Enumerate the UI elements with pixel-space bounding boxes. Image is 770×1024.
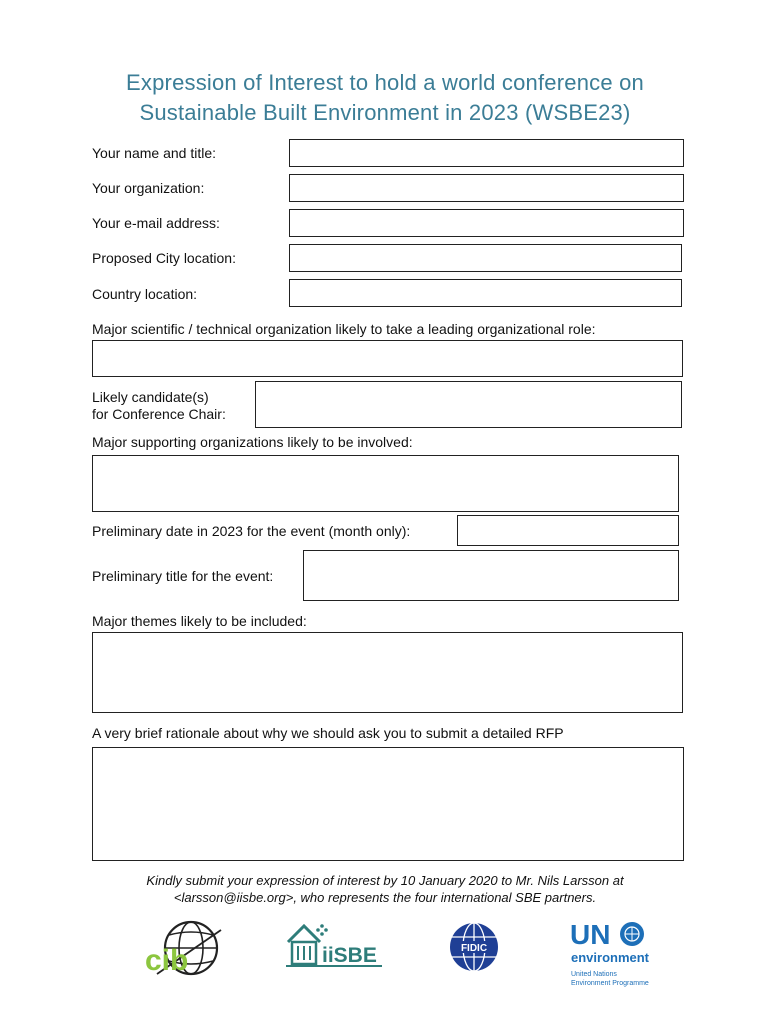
name-label: Your name and title: (92, 145, 217, 161)
name-input[interactable] (289, 139, 684, 167)
cib-logo-text: cib (145, 944, 189, 977)
rationale-textarea[interactable] (92, 747, 684, 861)
event-title-input[interactable] (303, 550, 679, 601)
lead-org-input[interactable] (92, 340, 683, 377)
city-label: Proposed City location: (92, 250, 236, 266)
un-org-line1: United Nations (571, 971, 617, 978)
event-title-label: Preliminary title for the event: (92, 568, 274, 584)
supporting-label: Major supporting organizations likely to be involved: (92, 434, 413, 450)
iisbe-logo (284, 918, 384, 970)
email-input[interactable] (289, 209, 684, 237)
fidic-logo (448, 921, 500, 973)
submission-note-line1: Kindly submit your expression of interest by 10 January 2020 to Mr. Nils Larsson at (146, 873, 624, 888)
submission-note-line2: <larsson@iisbe.org>, who represents the four international SBE partners. (173, 890, 597, 905)
city-input[interactable] (289, 244, 682, 272)
organization-label: Your organization: (92, 180, 205, 196)
un-emblem-icon (570, 918, 650, 990)
lead-org-label: Major scientific / technical organization likely to take a leading organizational role: (92, 321, 596, 337)
page-title-line2: Sustainable Built Environment in 2023 (WSBE23) (139, 100, 631, 125)
supporting-textarea[interactable] (92, 455, 679, 512)
country-label: Country location: (92, 286, 198, 302)
country-input[interactable] (289, 279, 682, 307)
fidic-globe-icon (448, 921, 500, 973)
page-title-line1: Expression of Interest to hold a world conference on (126, 70, 644, 95)
un-environment-text: environment (571, 950, 650, 965)
iisbe-house-icon (284, 918, 384, 970)
fidic-logo-text: FIDIC (460, 943, 488, 954)
chair-input[interactable] (255, 381, 682, 428)
chair-label-line2: for Conference Chair: (92, 406, 226, 422)
cib-logo (143, 918, 223, 980)
themes-textarea[interactable] (92, 632, 683, 713)
rationale-label: A very brief rationale about why we should ask you to submit a detailed RFP (92, 725, 564, 741)
themes-label: Major themes likely to be included: (92, 613, 307, 629)
date-input[interactable] (457, 515, 679, 546)
un-logo-text: UN (570, 919, 611, 950)
un-environment-logo (570, 918, 650, 990)
un-org-line2: Environment Programme (571, 980, 649, 987)
date-label: Preliminary date in 2023 for the event (month only): (92, 523, 411, 539)
organization-input[interactable] (289, 174, 684, 202)
iisbe-logo-text: iiSBE (322, 944, 377, 967)
cib-globe-icon (143, 918, 223, 980)
email-label: Your e-mail address: (92, 215, 220, 231)
chair-label-line1: Likely candidate(s) (92, 389, 209, 405)
